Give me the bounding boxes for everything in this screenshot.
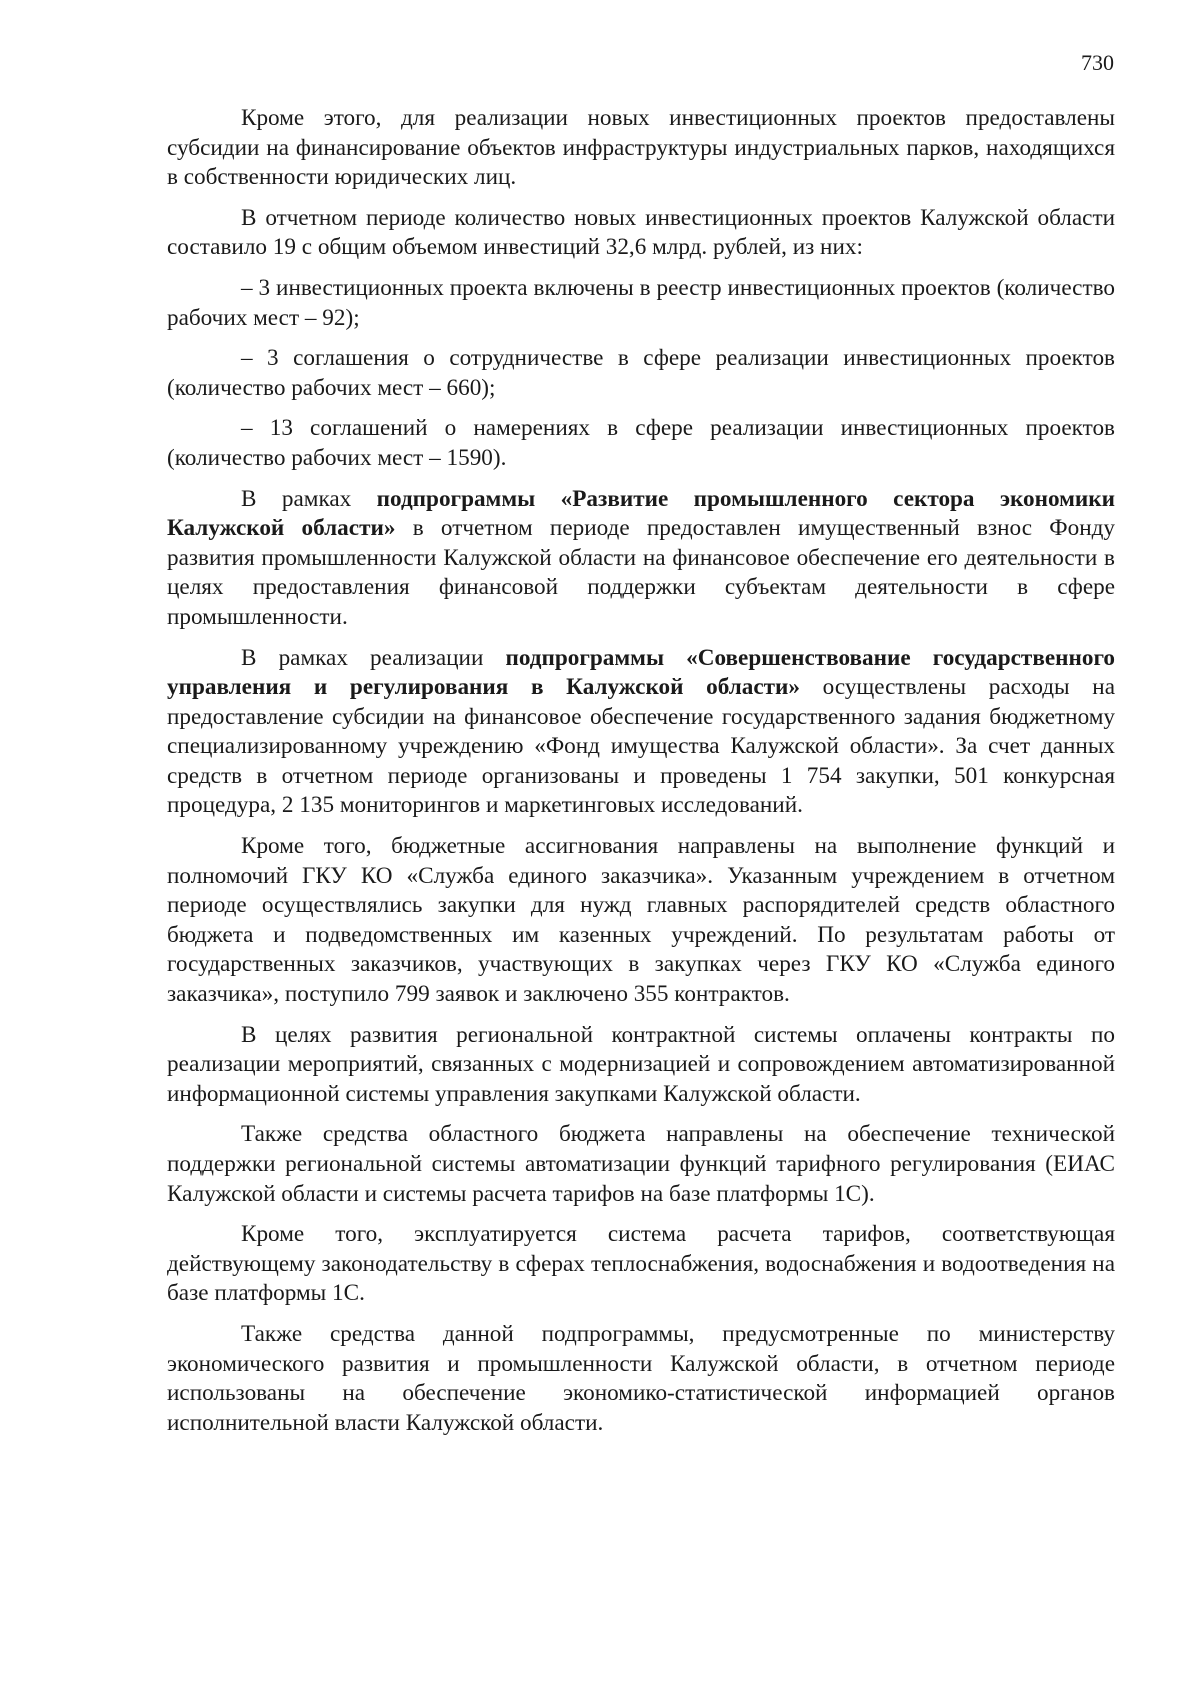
list-item <box>167 274 1115 333</box>
paragraph <box>167 1120 1115 1209</box>
paragraph <box>167 1021 1115 1110</box>
paragraph <box>167 1320 1115 1438</box>
subprogram-title: подпрограммы «Развитие промышленного сектора экономики Калужской области» <box>167 485 1115 542</box>
paragraph-text: В отчетном периоде количество новых инвестиционных проектов Калужской области составило 19 с общим объемом инвестиций 32,6 млрд. рублей, из них: <box>167 204 1115 261</box>
paragraph-text: в отчетном периоде предоставлен имущественный взнос Фонду развития промышленности Калужской области на финансовое обеспечение его деятельности в целях предоставления финансовой поддержки субъектам деятельности в сфере промышленности. <box>167 515 1115 630</box>
paragraph-text: Также средства областного бюджета направлены на обеспечение технической поддержки региональной системы автоматизации функций тарифного регулирования (ЕИАС Калужской области и системы расчета тарифов на базе платформы 1С). <box>167 1121 1115 1207</box>
subprogram-title: подпрограммы «Совершенствование государственного управления и регулирования в Калужской области» <box>167 644 1115 701</box>
paragraph-text: – 13 соглашений о намерениях в сфере реализации инвестиционных проектов (количество рабочих мест – 1590). <box>167 415 1115 471</box>
paragraph <box>167 104 1115 193</box>
paragraph <box>167 1220 1115 1309</box>
paragraph-text: – 3 инвестиционных проекта включены в реестр инвестиционных проектов (количество рабочих мест – 92); <box>167 274 1115 331</box>
paragraph-text: – 3 соглашения о сотрудничестве в сфере реализации инвестиционных проектов (количество рабочих мест – 660); <box>167 345 1115 401</box>
paragraph <box>167 204 1115 263</box>
paragraph <box>167 644 1115 822</box>
paragraph-text: осуществлены расходы на предоставление субсидии на финансовое обеспечение государственного задания бюджетному специализированному учреждению «Фонд имущества Калужской области». За счет данных средств в отчетном периоде организованы и проведены 1 754 закупки, 501 конкурсная процедура, 2 135 мониторингов и маркетинговых исследований. <box>167 674 1115 819</box>
paragraph-text: В рамках реализации <box>241 644 506 671</box>
list-item <box>167 344 1115 403</box>
paragraph <box>167 485 1115 633</box>
paragraph-text: Кроме того, бюджетные ассигнования направлены на выполнение функций и полномочий ГКУ КО «Служба единого заказчика». Указанным учреждением в отчетном периоде осуществлялись закупки для нужд главных распорядителей средств областного бюджета и подведомственных им казенных учреждений. По результатам работы от государственных заказчиков, участвующих в закупках через ГКУ КО «Служба единого заказчика», поступило 799 заявок и заключено 355 контрактов. <box>167 833 1115 1008</box>
paragraph-text: В рамках <box>241 485 377 512</box>
document-body <box>167 104 1115 1449</box>
paragraph <box>167 832 1115 1010</box>
page-number: 730 <box>1081 50 1114 75</box>
paragraph-text: Также средства данной подпрограммы, предусмотренные по министерству экономического развития и промышленности Калужской области, в отчетном периоде использованы на обеспечение экономико-статистической информацией органов исполнительной власти Калужской области. <box>167 1320 1115 1436</box>
paragraph-text: В целях развития региональной контрактной системы оплачены контракты по реализации мероприятий, связанных с модернизацией и сопровождением автоматизированной информационной системы управления закупками Калужской области. <box>167 1021 1115 1107</box>
paragraph-text: Кроме того, эксплуатируется система расчета тарифов, соответствующая действующему законодательству в сферах теплоснабжения, водоснабжения и водоотведения на базе платформы 1С. <box>167 1221 1115 1307</box>
paragraph-text: Кроме этого, для реализации новых инвестиционных проектов предоставлены субсидии на финансирование объектов инфраструктуры индустриальных парков, находящихся в собственности юридических лиц. <box>167 105 1115 191</box>
list-item <box>167 414 1115 473</box>
